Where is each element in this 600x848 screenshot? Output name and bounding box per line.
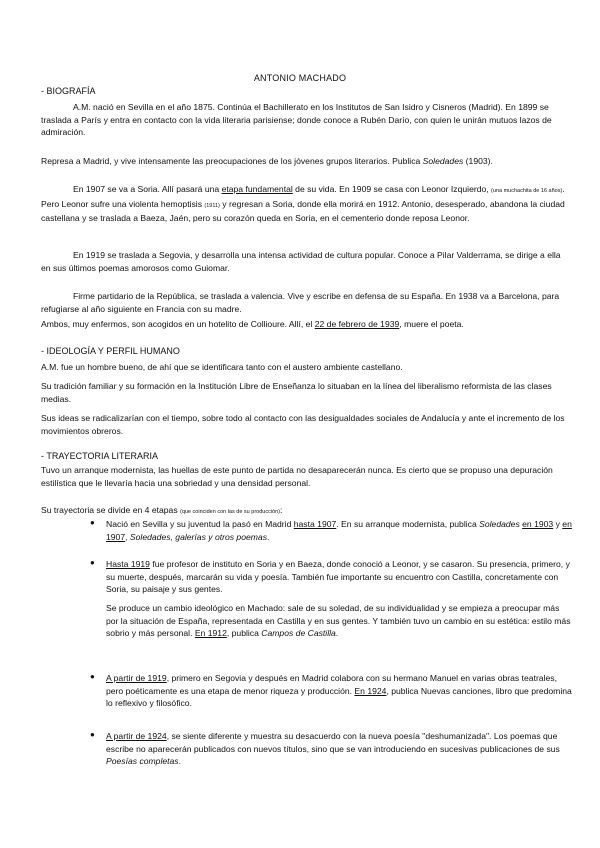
section-heading-trayectoria: - TRAYECTORIA LITERARIA (41, 451, 159, 461)
bio-p6-death-date: 22 de febrero de 1939 (314, 319, 400, 329)
bio-p3-text-b: de su vida. En 1909 se casa con Leonor Izquierdo, (292, 184, 492, 194)
stage-item-4 (106, 730, 574, 768)
ideo-paragraph-1: A.M. fue un hombre bueno, de ahí que se identificara tanto con el austero ambiente castellano. (41, 362, 403, 372)
stage3-date-1: A partir de 1919 (106, 673, 167, 683)
tray-paragraph-2 (41, 504, 571, 519)
bio-p2-text-b: (1903). (463, 156, 493, 166)
bio-paragraph-3 (41, 183, 571, 225)
bullet-icon: ● (90, 558, 95, 567)
stage1-text-a: Nació en Sevilla y su juventud la pasó en Madrid (106, 519, 294, 529)
stage1-date-2: en 1903 (522, 519, 554, 529)
tray-paragraph-1: Tuvo un arranque modernista, las huellas de este punto de partida no desaparecerán nunca. Es cierto que se propuso una depuración estilística que le llevaría hacia una sobriedad y una densidad personal. (41, 465, 553, 488)
bio-p3-text-a: En 1907 se va a Soria. Allí pasará una (73, 184, 222, 194)
bullet-icon: ● (90, 672, 95, 681)
bio-paragraph-6 (41, 318, 571, 331)
stage1-date-3: en 1907 (106, 519, 572, 542)
stage1-text-b: . En su arranque modernista, publica (336, 519, 480, 529)
bio-paragraph-1 (41, 101, 571, 139)
stage4-date-1: A partir de 1924 (106, 731, 167, 741)
stage-item-1 (106, 518, 574, 543)
stage3-text-a: , primero en Segovia y después en Madrid colabora con su hermano Manuel en varias obras teatrales, pero poéticamente es una etapa de menor riqueza y producción. (106, 673, 557, 696)
stage4-work: Poesías completas (106, 756, 179, 766)
stage3-date-2: En 1924 (354, 685, 387, 696)
stage1-text-f: . (267, 531, 270, 542)
section-heading-ideologia: - IDEOLOGÍA Y PERFIL HUMANO (41, 346, 180, 356)
bio-p3-text-d: y regresan a Soria, donde ella morirá en 1912. Antonio, desesperado, abandona la ciudad castellana y se traslada a Baeza, Jaén, pero su corazón queda en Soria, en el cementerio donde reposa Leonor. (41, 198, 565, 223)
tray-p2-tiny-note: (que coinciden con las de su producción) (180, 509, 280, 515)
bio-p4-text: En 1919 se traslada a Segovia, y desarrolla una intensa actividad de cultura popular. Conoce a Pilar Valderrama, se dirige a ella en sus últimos poemas amorosos como Guiomar. (41, 250, 561, 273)
bullet-icon: ● (90, 518, 95, 527)
bio-p3-tiny-note-1: (una muchachita de 16 años) (491, 188, 563, 194)
stage-item-3 (106, 672, 574, 710)
stage1-date-1: hasta 1907 (293, 519, 337, 529)
tray-p2-text-b: : (280, 505, 283, 515)
stage1-text-d: y (553, 519, 563, 529)
tray-p2-text-a: Su trayectoria se divide en 4 etapas (41, 505, 181, 515)
bullet-icon: ● (90, 730, 95, 739)
bio-p6-text-b: , muere el poeta. (399, 319, 464, 329)
stage2-date-1: Hasta 1919 (106, 559, 150, 569)
bio-paragraph-4 (41, 249, 571, 274)
stage4-text-b: . (178, 756, 181, 766)
stage2-p2-text-b: , publica (226, 628, 262, 638)
bio-p2-work-title: Soledades (422, 156, 464, 166)
bio-p2-text-a: Represa a Madrid, y vive intensamente las preocupaciones de los jóvenes grupos literarios. Publica (41, 156, 423, 166)
stage1-text-e: , (125, 531, 130, 542)
bio-paragraph-5 (41, 290, 571, 315)
bio-p6-text-a: Ambos, muy enfermos, son acogidos en un hotelito de Collioure. Allí, el (41, 319, 315, 329)
stage-item-2-paragraph-2 (106, 602, 574, 640)
stage2-p2-text-a: Se produce un cambio ideológico en Machado: sale de su soledad, de su individualidad y se empieza a preocupar más por la situación de España, representada en Castilla y en sus gentes. Y también tuvo un cambio en su estética: estilo más sobrio y más personal. (106, 603, 571, 638)
ideo-paragraph-3: Sus ideas se radicalizarían con el tiempo, sobre todo al contacto con las desigualdades sociales de Andalucía y ante el incremento de los movimientos obreros. (41, 413, 565, 436)
stage2-text-a: fue profesor de instituto en Soria y en Baeza, donde conoció a Leonor, y se casaron. Su presencia, primero, y su muerte, después, marcarán su vida y poesía. También fue importante su encuentro con Castilla, concretamente con Soria, su paisaje y sus gentes. (106, 559, 570, 594)
section-heading-biografia: - BIOGRAFÍA (41, 86, 96, 96)
bio-p1-text: A.M. nació en Sevilla en el año 1875. Continúa el Bachillerato en los Institutos de San Isidro y Cisneros (Madrid). En 1899 se traslada a París y entra en contacto con la vida literaria parisiense; donde conoce a Rubén Darío, con quien le unirán mutuos lazos de admiración. (41, 102, 552, 137)
ideo-paragraph-2: Su tradición familiar y su formación en la Institución Libre de Enseñanza lo situaban en la línea del liberalismo reformista de las clases medias. (41, 381, 552, 404)
bio-p3-underlined: etapa fundamental (221, 184, 293, 194)
bio-p3-tiny-note-2: (1911) (204, 202, 220, 209)
stage4-text-a: , se siente diferente y muestra su desacuerdo con la nueva poesía "deshumanizada". Los poemas que escribe no aparecerán publicados con nuevos títulos, sino que se van introduciendo en sucesivas publicaciones de sus (106, 731, 560, 754)
stage2-p2-date: En 1912 (194, 628, 227, 638)
stage-item-2 (106, 558, 574, 596)
stage1-work-2: Soledades, galerías y otros poemas (129, 531, 268, 542)
stage3-text-b: , publica Nuevas canciones, libro que predomina lo reflexivo y filosófico. (106, 685, 572, 708)
stage2-p2-text-c: . (335, 628, 339, 638)
stage1-work-1: Soledades (479, 519, 520, 529)
bio-paragraph-2 (41, 155, 571, 168)
document-title: ANTONIO MACHADO (253, 73, 347, 83)
bio-p3-text-c: . Pero Leonor sufre una violenta hemoptisis (41, 184, 565, 209)
bio-p5-text: Firme partidario de la República, se traslada a valencia. Vive y escribe en defensa de su España. En 1938 va a Barcelona, para refugiarse al año siguiente en Francia con su madre. (41, 291, 560, 314)
stage2-p2-work: Campos de Castilla (261, 628, 336, 638)
